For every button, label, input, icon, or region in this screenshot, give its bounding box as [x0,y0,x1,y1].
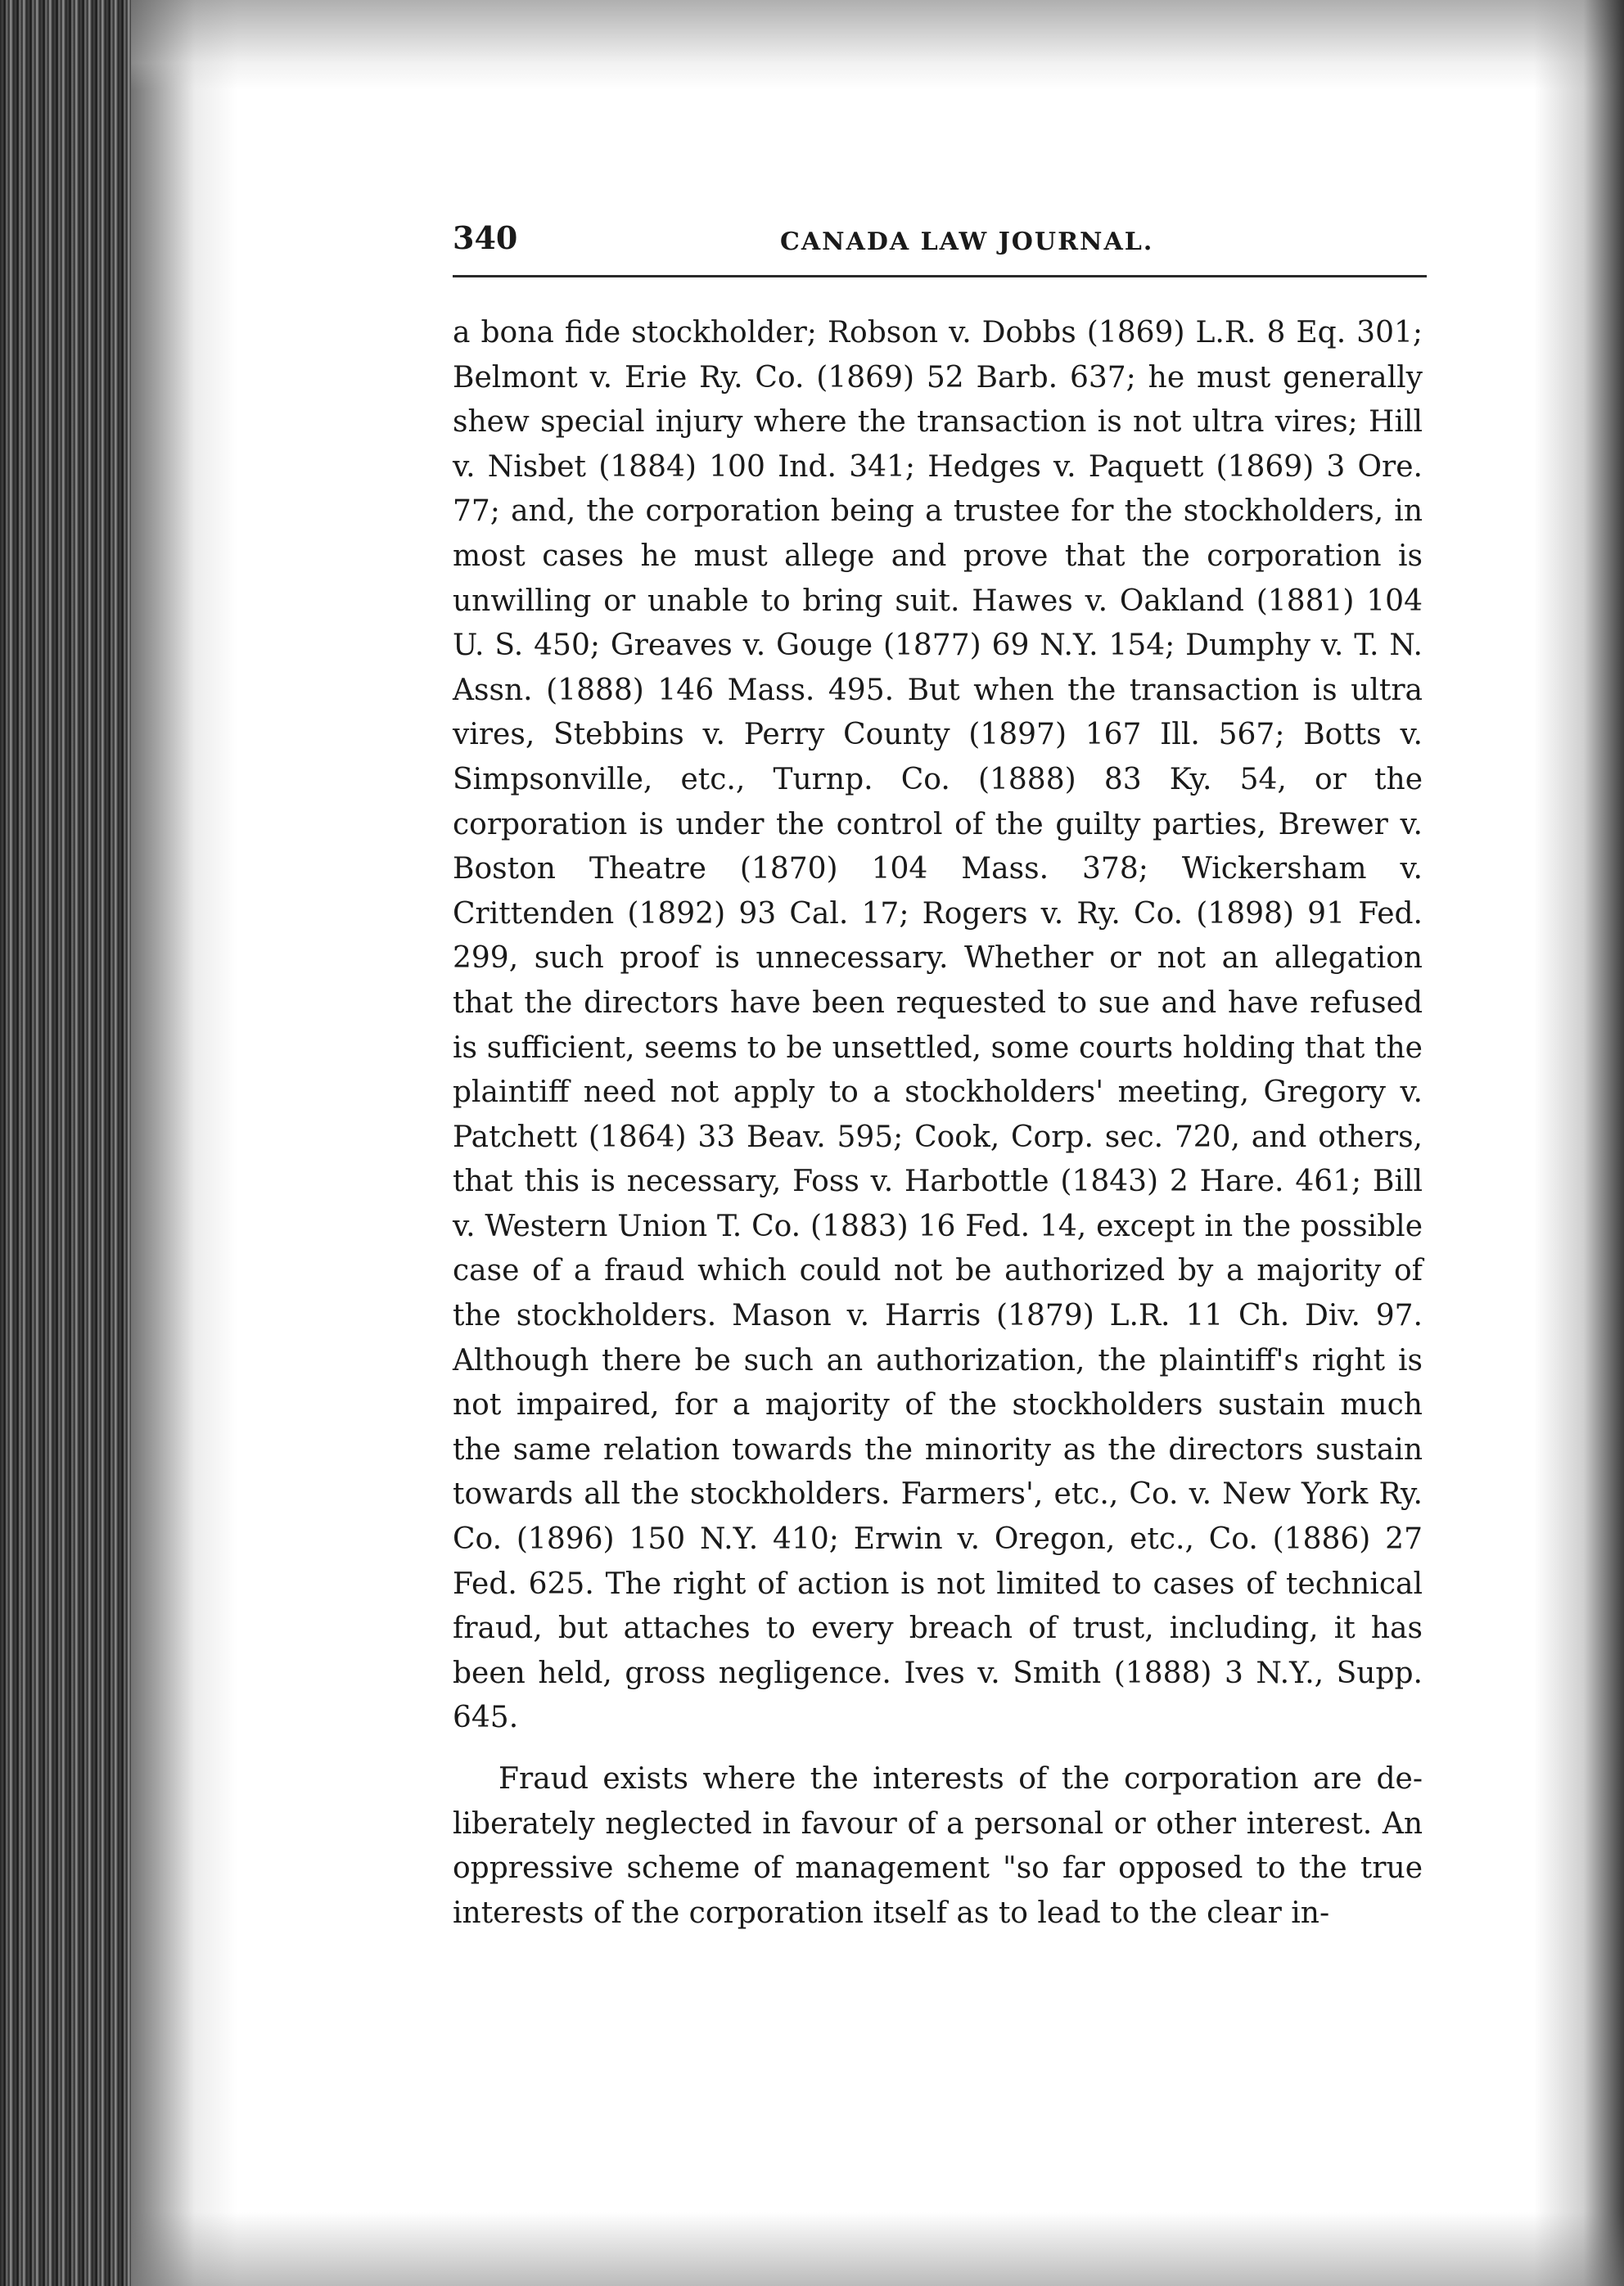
body-text [453,311,1423,1936]
running-header [453,219,1423,272]
scan-right-edge [1534,0,1624,2286]
scan-binding-shadow [0,0,131,2286]
page-number: 340 [453,219,518,256]
scan-top-edge [131,0,1624,90]
paragraph-fraud: Fraud exists where the interests of the corporation are deliberately neglected in favour of a personal or other interest. An oppressive scheme of management "so far opposed to the true interests of the corporation itself as to lead to the clear in- [453,1762,1423,1930]
header-rule [453,275,1427,277]
journal-title: CANADA LAW JOURNAL. [780,228,1154,256]
paragraph-continuation: a bona fide stockholder; Robson v. Dobbs (1869) L.R. 8 Eq. 301; Belmont v. Erie Ry. Co. (1869) 52 Barb. 637; he must generally shew special injury where the transaction is not ultra vires; Hill v. Nisbet (1884) 100 Ind. 341; Hedges v. Paquett (1869) 3 Ore. 77; and, the corporation being a trustee for the stockholders, in most cases he must allege and prove that the corporation is unwilling or unable to bring suit. Hawes v. Oakland (1881) 104 U. S. 450; Greaves v. Gouge (1877) 69 N.Y. 154; Dumphy v. T. N. Assn. (1888) 146 Mass. 495. But when the transaction is ultra vires, Stebbins v. Perry County (1897) 167 Ill. 567; Botts v. Simpsonville, etc., Turnp. Co. (1888) 83 Ky. 54, or the corporation is under the control of the guilty parties, Brewer v. Boston Theatre (1870) 104 Mass. 378; Wickersham v. Crittenden (1892) 93 Cal. 17; Rogers v. Ry. Co. (1898) 91 Fed. 299, such proof is unnecessary. Whether or not an allegation that the directors have been requested to sue and have refused is sufficient, seems to be unsettled, some courts holding that the plaintiff need not apply to a stockholders' meeting, Gregory v. Patchett (1864) 33 Beav. 595; Cook, Corp. sec. 720, and others, that this is necessary, Foss v. Harbottle (1843) 2 Hare. 461; Bill v. Western Union T. Co. (1883) 16 Fed. 14, except in the possible case of a fraud which could not be authorized by a majority of the stockholders. Mason v. Harris (1879) L.R. 11 Ch. Div. 97. Although there be such an authorization, the plaintiff's right is not impaired, for a majority of the stockholders sustain much the same relation towards the minority as the directors sustain towards all the stockholders. Farmers', etc., Co. v. New York Ry. Co. (1896) 150 N.Y. 410; Erwin v. Oregon, etc., Co. (1886) 27 Fed. 625. The right of action is not limited to cases of technical fraud, but attaches to every breach of trust, including, it has been held, gross negligence. Ives v. Smith (1888) 3 N.Y., Supp. 645. [453,316,1423,1735]
scan-binding-gradient [131,0,237,2286]
scan-bottom-edge [131,2212,1624,2286]
